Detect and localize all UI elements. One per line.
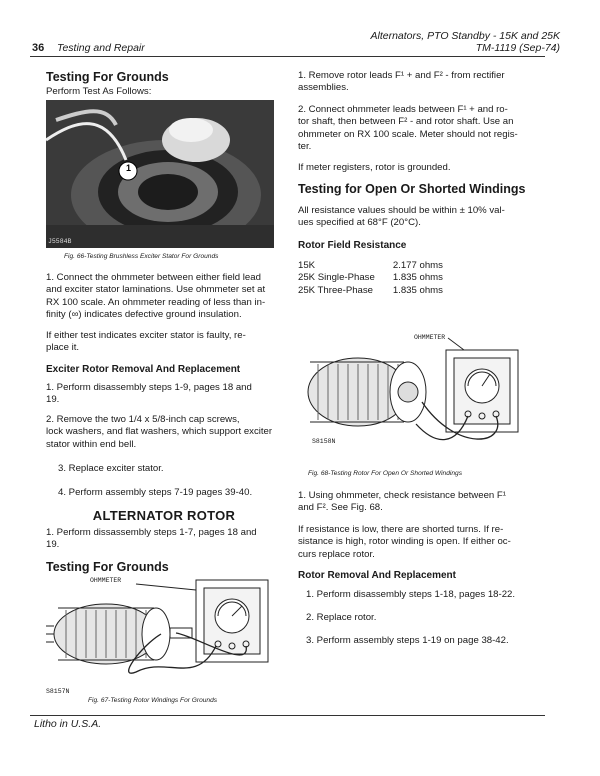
manual-id: TM-1119 (Sep-74) (475, 42, 560, 54)
fig67-caption: Fig. 67-Testing Rotor Windings For Grounds (88, 697, 218, 704)
callout-1: 1 (125, 163, 131, 173)
text-line: stator within end bell. (46, 438, 137, 450)
text-line: 1. Perform dissassembly steps 1-7, pages 18 and (46, 527, 257, 538)
fig67-ohmmeter-label: OHMMETER (90, 577, 122, 584)
exciter-step-4: 4. Perform assembly steps 7-19 pages 39-40. (58, 487, 253, 498)
text-line: curs replace rotor. (298, 548, 375, 560)
rotor-disassembly-step (46, 527, 282, 552)
model-cell: 25K Three-Phase (298, 284, 374, 296)
heading-open-shorted: Testing for Open Or Shorted Windings (298, 182, 526, 196)
text-line: 19. (46, 539, 60, 551)
step1-paragraph (46, 272, 282, 322)
faulty-paragraph (46, 330, 282, 355)
manual-title: Alternators, PTO Standby - 15K and 25K (370, 30, 560, 42)
ohms-cell: 1.835 ohms (392, 272, 443, 284)
rotor-grounded-note: If meter registers, rotor is grounded. (298, 162, 451, 173)
section-title: Testing and Repair (57, 42, 145, 54)
removal-step-3: 3. Perform assembly steps 1-19 on page 38-42. (306, 635, 509, 646)
text-line: place it. (46, 342, 80, 354)
tolerance-paragraph (298, 205, 528, 230)
heading-exciter-rotor: Exciter Rotor Removal And Replacement (46, 364, 241, 375)
text-line: If either test indicates exciter stator is faulty, re- (46, 330, 246, 341)
text-line: RX 100 scale. An ohmmeter reading of less than in- (46, 296, 266, 308)
text-line: 1. Using ohmmeter, check resistance between F¹ (298, 490, 506, 501)
table-row (298, 272, 443, 284)
text-line: 1. Perform disassembly steps 1-9, pages 18 and (46, 382, 252, 393)
low-resistance-paragraph (298, 524, 528, 561)
ohms-cell: 2.177 ohms (392, 260, 443, 271)
check-resistance-paragraph (298, 490, 528, 515)
intro-text: Perform Test As Follows: (46, 86, 152, 97)
stator-test-illustration (46, 100, 274, 248)
heading-field-resistance: Rotor Field Resistance (298, 240, 407, 251)
model-cell: 15K (298, 260, 316, 271)
text-line: assemblies. (298, 82, 349, 94)
text-line: and F². See Fig. 68. (298, 502, 383, 514)
text-line: 2. Connect ohmmeter leads between F¹ + and ro- (298, 104, 508, 115)
table-row (298, 260, 443, 272)
rotor-ground-test-drawing (46, 576, 286, 686)
fig67-code: S8157N (46, 688, 70, 695)
heading-rotor-removal: Rotor Removal And Replacement (298, 570, 456, 581)
text-line: lock washers, and flat washers, which support exciter (46, 426, 273, 438)
ohms-cell: 1.835 ohms (392, 284, 443, 296)
text-line: 19. (46, 394, 60, 406)
heading-alternator-rotor: ALTERNATOR ROTOR (92, 508, 236, 523)
fig68-code: S8158N (312, 438, 336, 445)
text-line: If resistance is low, there are shorted turns. If re- (298, 524, 504, 535)
text-line: sistance is high, rotor winding is open. If either oc- (298, 536, 511, 548)
model-cell: 25K Single-Phase (298, 272, 375, 284)
fig67-illustration (46, 576, 286, 686)
heading-testing-for-grounds-2: Testing For Grounds (46, 560, 169, 574)
text-line: 1. Connect the ohmmeter between either field lead (46, 272, 261, 283)
rotor-step-1 (298, 70, 528, 95)
fig66-photo (46, 100, 274, 248)
text-line: tor shaft, then between F² - and rotor shaft. Use an (298, 116, 514, 128)
page-number: 36 (32, 42, 45, 54)
fig66-code: J5584B (48, 238, 72, 245)
litho-footer: Litho in U.S.A. (34, 718, 102, 730)
exciter-step-3: 3. Replace exciter stator. (58, 463, 164, 474)
text-line: 1. Remove rotor leads F¹ + and F² - from rectifier (298, 70, 505, 81)
exciter-step-1 (46, 382, 282, 407)
fig68-caption: Fig. 68-Testing Rotor For Open Or Shorted Windings (308, 470, 462, 477)
rotor-step-2 (298, 104, 528, 154)
fig68-illustration (296, 334, 536, 462)
resistance-table (298, 260, 443, 297)
fig66-caption: Fig. 66-Testing Brushless Exciter Stator For Grounds (64, 253, 219, 260)
exciter-step-2 (46, 414, 282, 451)
heading-testing-for-grounds: Testing For Grounds (46, 70, 169, 84)
text-line: ohmmeter on RX 100 scale. Meter should not regis- (298, 128, 518, 140)
text-line: and exciter stator laminations. Use ohmmeter set at (46, 284, 266, 296)
text-line: 2. Remove the two 1/4 x 5/8-inch cap screws, (46, 414, 240, 425)
removal-step-1: 1. Perform disassembly steps 1-18, pages 18-22. (306, 589, 516, 600)
footer-rule (30, 715, 545, 716)
removal-step-2: 2. Replace rotor. (306, 612, 377, 623)
table-row (298, 285, 443, 297)
text-line: All resistance values should be within ± 10% val- (298, 205, 505, 216)
text-line: ter. (298, 141, 312, 153)
text-line: finity (∞) indicates defective ground insulation. (46, 309, 242, 321)
header-rule (30, 56, 545, 57)
fig68-ohmmeter-label: OHMMETER (414, 334, 446, 341)
text-line: ues specified at 68°F (20°C). (298, 217, 421, 229)
